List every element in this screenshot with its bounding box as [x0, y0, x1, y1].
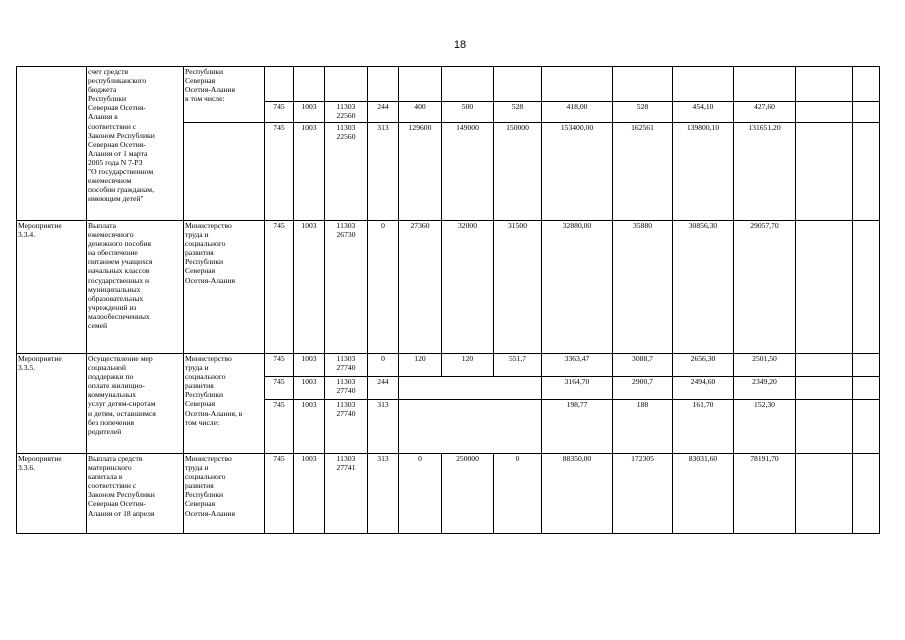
cell-empty [853, 454, 880, 534]
cell-value: 400 [399, 102, 442, 123]
cell-vr: 0 [368, 221, 399, 354]
page-number: 18 [453, 39, 467, 51]
cell-value: 31500 [494, 221, 542, 354]
cell-vr: 313 [368, 123, 399, 221]
cell-value: 131651,20 [734, 123, 796, 221]
cell-value: 0 [494, 454, 542, 534]
cell-value: 198,77 [542, 400, 613, 454]
measure-name: Мероприятие 3.3.5. [17, 354, 87, 454]
cell-empty [796, 221, 853, 354]
cell-rzpr: 1003 [294, 454, 325, 534]
measure-name: Мероприятие 3.3.6. [17, 454, 87, 534]
cell-value: 149000 [442, 123, 494, 221]
measure-executor: Министерство труда и социального развития Республики Северная Осетия-Алания [184, 221, 265, 354]
cell-value: 551,7 [494, 354, 542, 377]
cell-value: 250000 [442, 454, 494, 534]
cell-value [442, 67, 494, 102]
cell-vr: 244 [368, 377, 399, 400]
cell-value: 29057,70 [734, 221, 796, 354]
cell-gr: 745 [265, 221, 294, 354]
measure-description: счет средств республиканского бюджета Республики Северная Осетия- Алания в соответствии с Законом Республики Северная Осетия- Алания от 1 марта 2005 года N 7-РЗ "О государственном ежемесячном пособии гражданам, имеющим детей" [87, 67, 184, 221]
cell-value [613, 67, 673, 102]
cell-value: 528 [494, 102, 542, 123]
cell-gr: 745 [265, 377, 294, 400]
cell-value: 2501,50 [734, 354, 796, 377]
cell-value: 32000 [442, 221, 494, 354]
cell-empty [853, 67, 880, 102]
cell-value: 528 [613, 102, 673, 123]
measure-name: Мероприятие 3.3.4. [17, 221, 87, 354]
cell-gr: 745 [265, 102, 294, 123]
cell-value: 3164,70 [542, 377, 613, 400]
cell-csr [325, 67, 368, 102]
cell-csr: 11303 22560 [325, 123, 368, 221]
cell-csr: 11303 22560 [325, 102, 368, 123]
cell-value: 88350,00 [542, 454, 613, 534]
cell-value: 172305 [613, 454, 673, 534]
cell-value: 129600 [399, 123, 442, 221]
cell-vr: 244 [368, 102, 399, 123]
table-row [17, 221, 880, 354]
measure-executor: Министерство труда и социального развития Республики Северная Осетия-Алания, в том числе: [184, 354, 265, 454]
cell-value [494, 67, 542, 102]
table-row [17, 454, 880, 534]
cell-value: 27360 [399, 221, 442, 354]
cell-empty [853, 377, 880, 400]
cell-value: 454,10 [673, 102, 734, 123]
cell-value: 188 [613, 400, 673, 454]
cell-vr: 313 [368, 454, 399, 534]
cell-empty [853, 400, 880, 454]
cell-rzpr [294, 67, 325, 102]
cell-csr: 11303 26730 [325, 221, 368, 354]
measure-executor: Республики Северная Осетия-Алания в том числе: [184, 67, 265, 123]
cell-value: 2349,20 [734, 377, 796, 400]
measure-description: Выплата ежемесячного денежного пособия на обеспечение питанием учащихся начальных классов государственных и муниципальных образовательных учреждений из малообеспеченных семей [87, 221, 184, 354]
cell-rzpr: 1003 [294, 123, 325, 221]
cell-csr: 11303 27741 [325, 454, 368, 534]
cell-empty [853, 221, 880, 354]
cell-value: 500 [442, 102, 494, 123]
cell-value: 32880,00 [542, 221, 613, 354]
measure-description: Выплата средств материнского капитала в соответствии с Законом Республики Северная Осетия- Алания от 18 апреля [87, 454, 184, 534]
cell-rzpr: 1003 [294, 377, 325, 400]
cell-value [542, 67, 613, 102]
cell-gr [265, 67, 294, 102]
cell-value: 83031,60 [673, 454, 734, 534]
cell-value: 2900,7 [613, 377, 673, 400]
measure-description: Осуществление мер социальной поддержки по оплате жилищно- коммунальных услуг детям-сиротам и детям, оставшимся без попечения родителей [87, 354, 184, 454]
cell-value: 35880 [613, 221, 673, 354]
measure-executor: Министерство труда и социального развития Республики Северная Осетия-Алания [184, 454, 265, 534]
cell-value: 139800,10 [673, 123, 734, 221]
cell-vr: 0 [368, 354, 399, 377]
cell-value: 153400,00 [542, 123, 613, 221]
cell-empty [796, 67, 853, 102]
table-row [17, 67, 880, 102]
cell-value: 152,30 [734, 400, 796, 454]
cell-value: 120 [442, 354, 494, 377]
cell-empty [796, 102, 853, 123]
cell-gr: 745 [265, 454, 294, 534]
cell-value: 120 [399, 354, 442, 377]
cell-value: 418,00 [542, 102, 613, 123]
cell-rzpr: 1003 [294, 102, 325, 123]
cell-empty [184, 123, 265, 221]
cell-csr: 11303 27740 [325, 377, 368, 400]
cell-value: 161,70 [673, 400, 734, 454]
cell-value: 78191,70 [734, 454, 796, 534]
cell-gr: 745 [265, 354, 294, 377]
cell-csr: 11303 27740 [325, 400, 368, 454]
cell-vr [368, 67, 399, 102]
cell-value [734, 67, 796, 102]
cell-value: 2494,60 [673, 377, 734, 400]
cell-gr: 745 [265, 400, 294, 454]
cell-csr: 11303 27740 [325, 354, 368, 377]
cell-empty [399, 377, 542, 400]
cell-value: 3363,47 [542, 354, 613, 377]
cell-rzpr: 1003 [294, 221, 325, 354]
cell-rzpr: 1003 [294, 400, 325, 454]
cell-empty [796, 400, 853, 454]
cell-value: 427,60 [734, 102, 796, 123]
cell-vr: 313 [368, 400, 399, 454]
cell-value: 162561 [613, 123, 673, 221]
cell-empty [796, 377, 853, 400]
cell-value: 2656,30 [673, 354, 734, 377]
cell-gr: 745 [265, 123, 294, 221]
table-row [17, 354, 880, 377]
cell-empty [853, 123, 880, 221]
cell-value: 30856,30 [673, 221, 734, 354]
cell-value [399, 67, 442, 102]
cell-empty [796, 123, 853, 221]
measure-name [17, 67, 87, 221]
cell-empty [399, 400, 542, 454]
cell-value [673, 67, 734, 102]
cell-rzpr: 1003 [294, 354, 325, 377]
cell-empty [796, 354, 853, 377]
cell-value: 0 [399, 454, 442, 534]
cell-value: 3088,7 [613, 354, 673, 377]
program-table [16, 66, 880, 534]
cell-value: 150000 [494, 123, 542, 221]
cell-empty [796, 454, 853, 534]
cell-empty [853, 102, 880, 123]
cell-empty [853, 354, 880, 377]
